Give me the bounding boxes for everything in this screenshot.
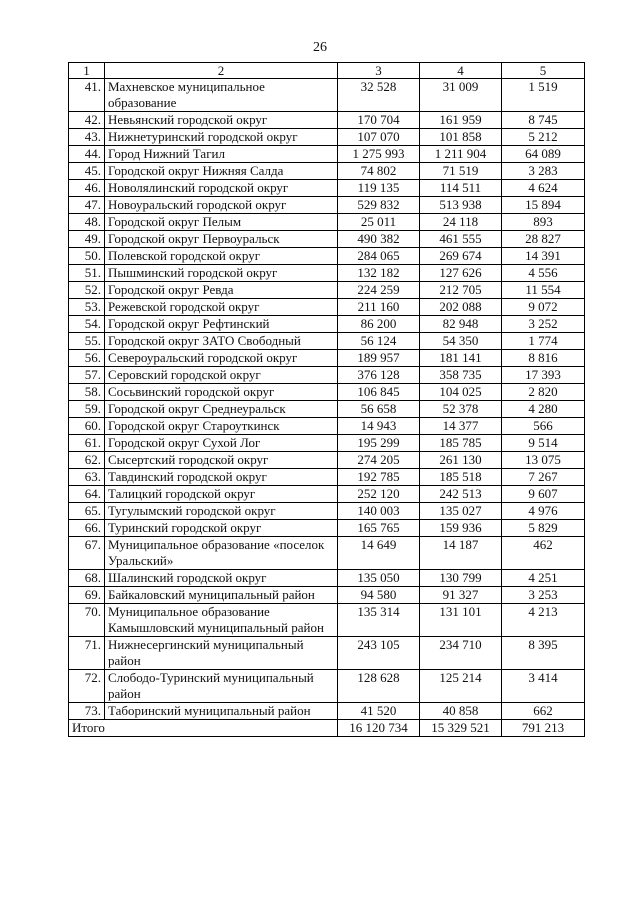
row-value-col5: 5 212 [502, 129, 585, 146]
row-value-col5: 3 414 [502, 670, 585, 703]
row-number: 66. [69, 520, 105, 537]
row-value-col5: 3 253 [502, 587, 585, 604]
row-value-col5: 9 072 [502, 299, 585, 316]
table-row [69, 197, 585, 214]
table-row [69, 703, 585, 720]
row-value-col3: 41 520 [338, 703, 420, 720]
row-value-col4: 242 513 [420, 486, 502, 503]
row-value-col3: 170 704 [338, 112, 420, 129]
table-row [69, 333, 585, 350]
row-value-col3: 14 943 [338, 418, 420, 435]
row-name: Город Нижний Тагил [105, 146, 338, 163]
row-number: 63. [69, 469, 105, 486]
row-value-col4: 212 705 [420, 282, 502, 299]
row-value-col4: 513 938 [420, 197, 502, 214]
page-number: 26 [313, 40, 327, 55]
row-number: 65. [69, 503, 105, 520]
row-value-col3: 1 275 993 [338, 146, 420, 163]
row-name: Нижнесергинский муниципальный район [105, 637, 338, 670]
row-number: 56. [69, 350, 105, 367]
row-value-col5: 15 894 [502, 197, 585, 214]
row-number: 70. [69, 604, 105, 637]
row-number: 49. [69, 231, 105, 248]
row-number: 57. [69, 367, 105, 384]
row-value-col5: 4 280 [502, 401, 585, 418]
row-value-col5: 1 519 [502, 79, 585, 112]
row-name: Городской округ Среднеуральск [105, 401, 338, 418]
table-row [69, 670, 585, 703]
column-header: 4 [420, 63, 502, 79]
row-value-col4: 125 214 [420, 670, 502, 703]
row-value-col3: 94 580 [338, 587, 420, 604]
row-value-col5: 11 554 [502, 282, 585, 299]
table-row [69, 112, 585, 129]
row-value-col4: 104 025 [420, 384, 502, 401]
table-row [69, 401, 585, 418]
table-row [69, 469, 585, 486]
row-value-col4: 31 009 [420, 79, 502, 112]
row-number: 44. [69, 146, 105, 163]
row-name: Туринский городской округ [105, 520, 338, 537]
row-number: 52. [69, 282, 105, 299]
row-value-col4: 185 785 [420, 435, 502, 452]
row-name: Махневское муниципальное образование [105, 79, 338, 112]
row-name: Шалинский городской округ [105, 570, 338, 587]
row-number: 43. [69, 129, 105, 146]
row-value-col5: 28 827 [502, 231, 585, 248]
row-value-col5: 8 395 [502, 637, 585, 670]
row-number: 62. [69, 452, 105, 469]
row-name: Тавдинский городской округ [105, 469, 338, 486]
row-value-col4: 1 211 904 [420, 146, 502, 163]
row-value-col4: 82 948 [420, 316, 502, 333]
row-value-col3: 192 785 [338, 469, 420, 486]
row-value-col5: 662 [502, 703, 585, 720]
row-number: 50. [69, 248, 105, 265]
row-value-col5: 566 [502, 418, 585, 435]
row-value-col4: 40 858 [420, 703, 502, 720]
table-row [69, 452, 585, 469]
table-row [69, 350, 585, 367]
row-value-col5: 8 745 [502, 112, 585, 129]
row-number: 55. [69, 333, 105, 350]
row-value-col5: 8 816 [502, 350, 585, 367]
table-row [69, 604, 585, 637]
row-value-col4: 185 518 [420, 469, 502, 486]
row-number: 46. [69, 180, 105, 197]
row-number: 73. [69, 703, 105, 720]
row-name: Североуральский городской округ [105, 350, 338, 367]
row-value-col3: 107 070 [338, 129, 420, 146]
table-row [69, 537, 585, 570]
row-name: Режевской городской округ [105, 299, 338, 316]
row-name: Новоуральский городской округ [105, 197, 338, 214]
row-value-col3: 74 802 [338, 163, 420, 180]
row-value-col5: 13 075 [502, 452, 585, 469]
row-value-col3: 189 957 [338, 350, 420, 367]
row-name: Байкаловский муниципальный район [105, 587, 338, 604]
row-value-col4: 234 710 [420, 637, 502, 670]
data-table [68, 62, 585, 737]
row-name: Муниципальное образование «поселок Уральский» [105, 537, 338, 570]
row-value-col4: 114 511 [420, 180, 502, 197]
row-value-col3: 490 382 [338, 231, 420, 248]
total-label: Итого [69, 720, 338, 737]
row-name: Тугулымский городской округ [105, 503, 338, 520]
row-name: Городской округ Пелым [105, 214, 338, 231]
row-value-col3: 25 011 [338, 214, 420, 231]
row-value-col3: 529 832 [338, 197, 420, 214]
row-number: 60. [69, 418, 105, 435]
table-row [69, 435, 585, 452]
table-row [69, 418, 585, 435]
row-value-col5: 9 514 [502, 435, 585, 452]
table-row [69, 503, 585, 520]
row-name: Слободо-Туринский муниципальный район [105, 670, 338, 703]
row-name: Городской округ Первоуральск [105, 231, 338, 248]
row-value-col5: 893 [502, 214, 585, 231]
row-number: 47. [69, 197, 105, 214]
row-value-col3: 211 160 [338, 299, 420, 316]
row-number: 58. [69, 384, 105, 401]
table-row [69, 299, 585, 316]
table-row [69, 163, 585, 180]
row-name: Нижнетуринский городской округ [105, 129, 338, 146]
row-value-col3: 86 200 [338, 316, 420, 333]
row-value-col5: 5 829 [502, 520, 585, 537]
row-value-col3: 135 050 [338, 570, 420, 587]
row-value-col5: 2 820 [502, 384, 585, 401]
row-name: Серовский городской округ [105, 367, 338, 384]
table-row [69, 316, 585, 333]
row-value-col5: 3 283 [502, 163, 585, 180]
row-name: Городской округ ЗАТО Свободный [105, 333, 338, 350]
table-row [69, 214, 585, 231]
row-number: 72. [69, 670, 105, 703]
row-name: Муниципальное образование Камышловский муниципальный район [105, 604, 338, 637]
row-value-col4: 127 626 [420, 265, 502, 282]
column-header: 3 [338, 63, 420, 79]
row-number: 45. [69, 163, 105, 180]
row-value-col5: 4 624 [502, 180, 585, 197]
table-row [69, 384, 585, 401]
row-value-col4: 71 519 [420, 163, 502, 180]
table-row [69, 282, 585, 299]
row-value-col4: 202 088 [420, 299, 502, 316]
row-name: Городской округ Сухой Лог [105, 435, 338, 452]
row-name: Пышминский городской округ [105, 265, 338, 282]
row-value-col3: 376 128 [338, 367, 420, 384]
row-value-col4: 14 187 [420, 537, 502, 570]
row-name: Талицкий городской округ [105, 486, 338, 503]
table-row [69, 265, 585, 282]
row-number: 41. [69, 79, 105, 112]
row-number: 68. [69, 570, 105, 587]
table-row [69, 248, 585, 265]
row-value-col3: 119 135 [338, 180, 420, 197]
row-value-col3: 128 628 [338, 670, 420, 703]
row-value-col4: 461 555 [420, 231, 502, 248]
total-value-col3: 16 120 734 [338, 720, 420, 737]
table-row [69, 129, 585, 146]
row-value-col4: 131 101 [420, 604, 502, 637]
table-row [69, 570, 585, 587]
row-number: 64. [69, 486, 105, 503]
row-value-col3: 32 528 [338, 79, 420, 112]
row-value-col3: 284 065 [338, 248, 420, 265]
table-row [69, 79, 585, 112]
row-name: Таборинский муниципальный район [105, 703, 338, 720]
table-row [69, 231, 585, 248]
row-name: Сысертский городской округ [105, 452, 338, 469]
row-number: 48. [69, 214, 105, 231]
row-number: 61. [69, 435, 105, 452]
table-row [69, 520, 585, 537]
row-value-col5: 7 267 [502, 469, 585, 486]
row-value-col3: 224 259 [338, 282, 420, 299]
table-body [69, 79, 585, 720]
row-value-col3: 252 120 [338, 486, 420, 503]
row-value-col3: 135 314 [338, 604, 420, 637]
row-name: Городской округ Рефтинский [105, 316, 338, 333]
row-value-col4: 24 118 [420, 214, 502, 231]
row-value-col5: 1 774 [502, 333, 585, 350]
row-value-col4: 91 327 [420, 587, 502, 604]
row-name: Полевской городской округ [105, 248, 338, 265]
row-number: 54. [69, 316, 105, 333]
row-value-col3: 56 658 [338, 401, 420, 418]
table-row [69, 637, 585, 670]
row-value-col5: 4 556 [502, 265, 585, 282]
row-number: 59. [69, 401, 105, 418]
row-name: Новолялинский городской округ [105, 180, 338, 197]
row-value-col5: 462 [502, 537, 585, 570]
column-header: 5 [502, 63, 585, 79]
table-row [69, 180, 585, 197]
row-name: Сосьвинский городской округ [105, 384, 338, 401]
total-row [69, 720, 585, 737]
row-value-col5: 9 607 [502, 486, 585, 503]
row-value-col4: 161 959 [420, 112, 502, 129]
row-value-col4: 261 130 [420, 452, 502, 469]
table-header-row [69, 63, 585, 79]
row-value-col3: 106 845 [338, 384, 420, 401]
row-value-col4: 14 377 [420, 418, 502, 435]
row-value-col4: 54 350 [420, 333, 502, 350]
total-value-col5: 791 213 [502, 720, 585, 737]
row-value-col4: 269 674 [420, 248, 502, 265]
row-value-col5: 4 976 [502, 503, 585, 520]
row-number: 71. [69, 637, 105, 670]
row-name: Городской округ Нижняя Салда [105, 163, 338, 180]
row-number: 67. [69, 537, 105, 570]
row-value-col3: 243 105 [338, 637, 420, 670]
row-value-col4: 181 141 [420, 350, 502, 367]
row-value-col3: 132 182 [338, 265, 420, 282]
column-header: 1 [69, 63, 105, 79]
row-value-col3: 14 649 [338, 537, 420, 570]
row-value-col4: 101 858 [420, 129, 502, 146]
row-value-col4: 135 027 [420, 503, 502, 520]
row-value-col5: 3 252 [502, 316, 585, 333]
row-number: 42. [69, 112, 105, 129]
row-value-col3: 195 299 [338, 435, 420, 452]
table-row [69, 486, 585, 503]
row-value-col5: 64 089 [502, 146, 585, 163]
row-value-col5: 14 391 [502, 248, 585, 265]
row-number: 51. [69, 265, 105, 282]
row-value-col4: 52 378 [420, 401, 502, 418]
row-value-col3: 140 003 [338, 503, 420, 520]
row-name: Невьянский городской округ [105, 112, 338, 129]
table-row [69, 367, 585, 384]
row-value-col3: 56 124 [338, 333, 420, 350]
row-value-col3: 274 205 [338, 452, 420, 469]
row-number: 69. [69, 587, 105, 604]
row-value-col4: 159 936 [420, 520, 502, 537]
row-value-col4: 358 735 [420, 367, 502, 384]
column-header: 2 [105, 63, 338, 79]
row-value-col4: 130 799 [420, 570, 502, 587]
row-value-col5: 17 393 [502, 367, 585, 384]
table-row [69, 587, 585, 604]
row-name: Городской округ Староуткинск [105, 418, 338, 435]
row-value-col3: 165 765 [338, 520, 420, 537]
row-value-col5: 4 251 [502, 570, 585, 587]
row-name: Городской округ Ревда [105, 282, 338, 299]
row-value-col5: 4 213 [502, 604, 585, 637]
total-value-col4: 15 329 521 [420, 720, 502, 737]
row-number: 53. [69, 299, 105, 316]
table-row [69, 146, 585, 163]
